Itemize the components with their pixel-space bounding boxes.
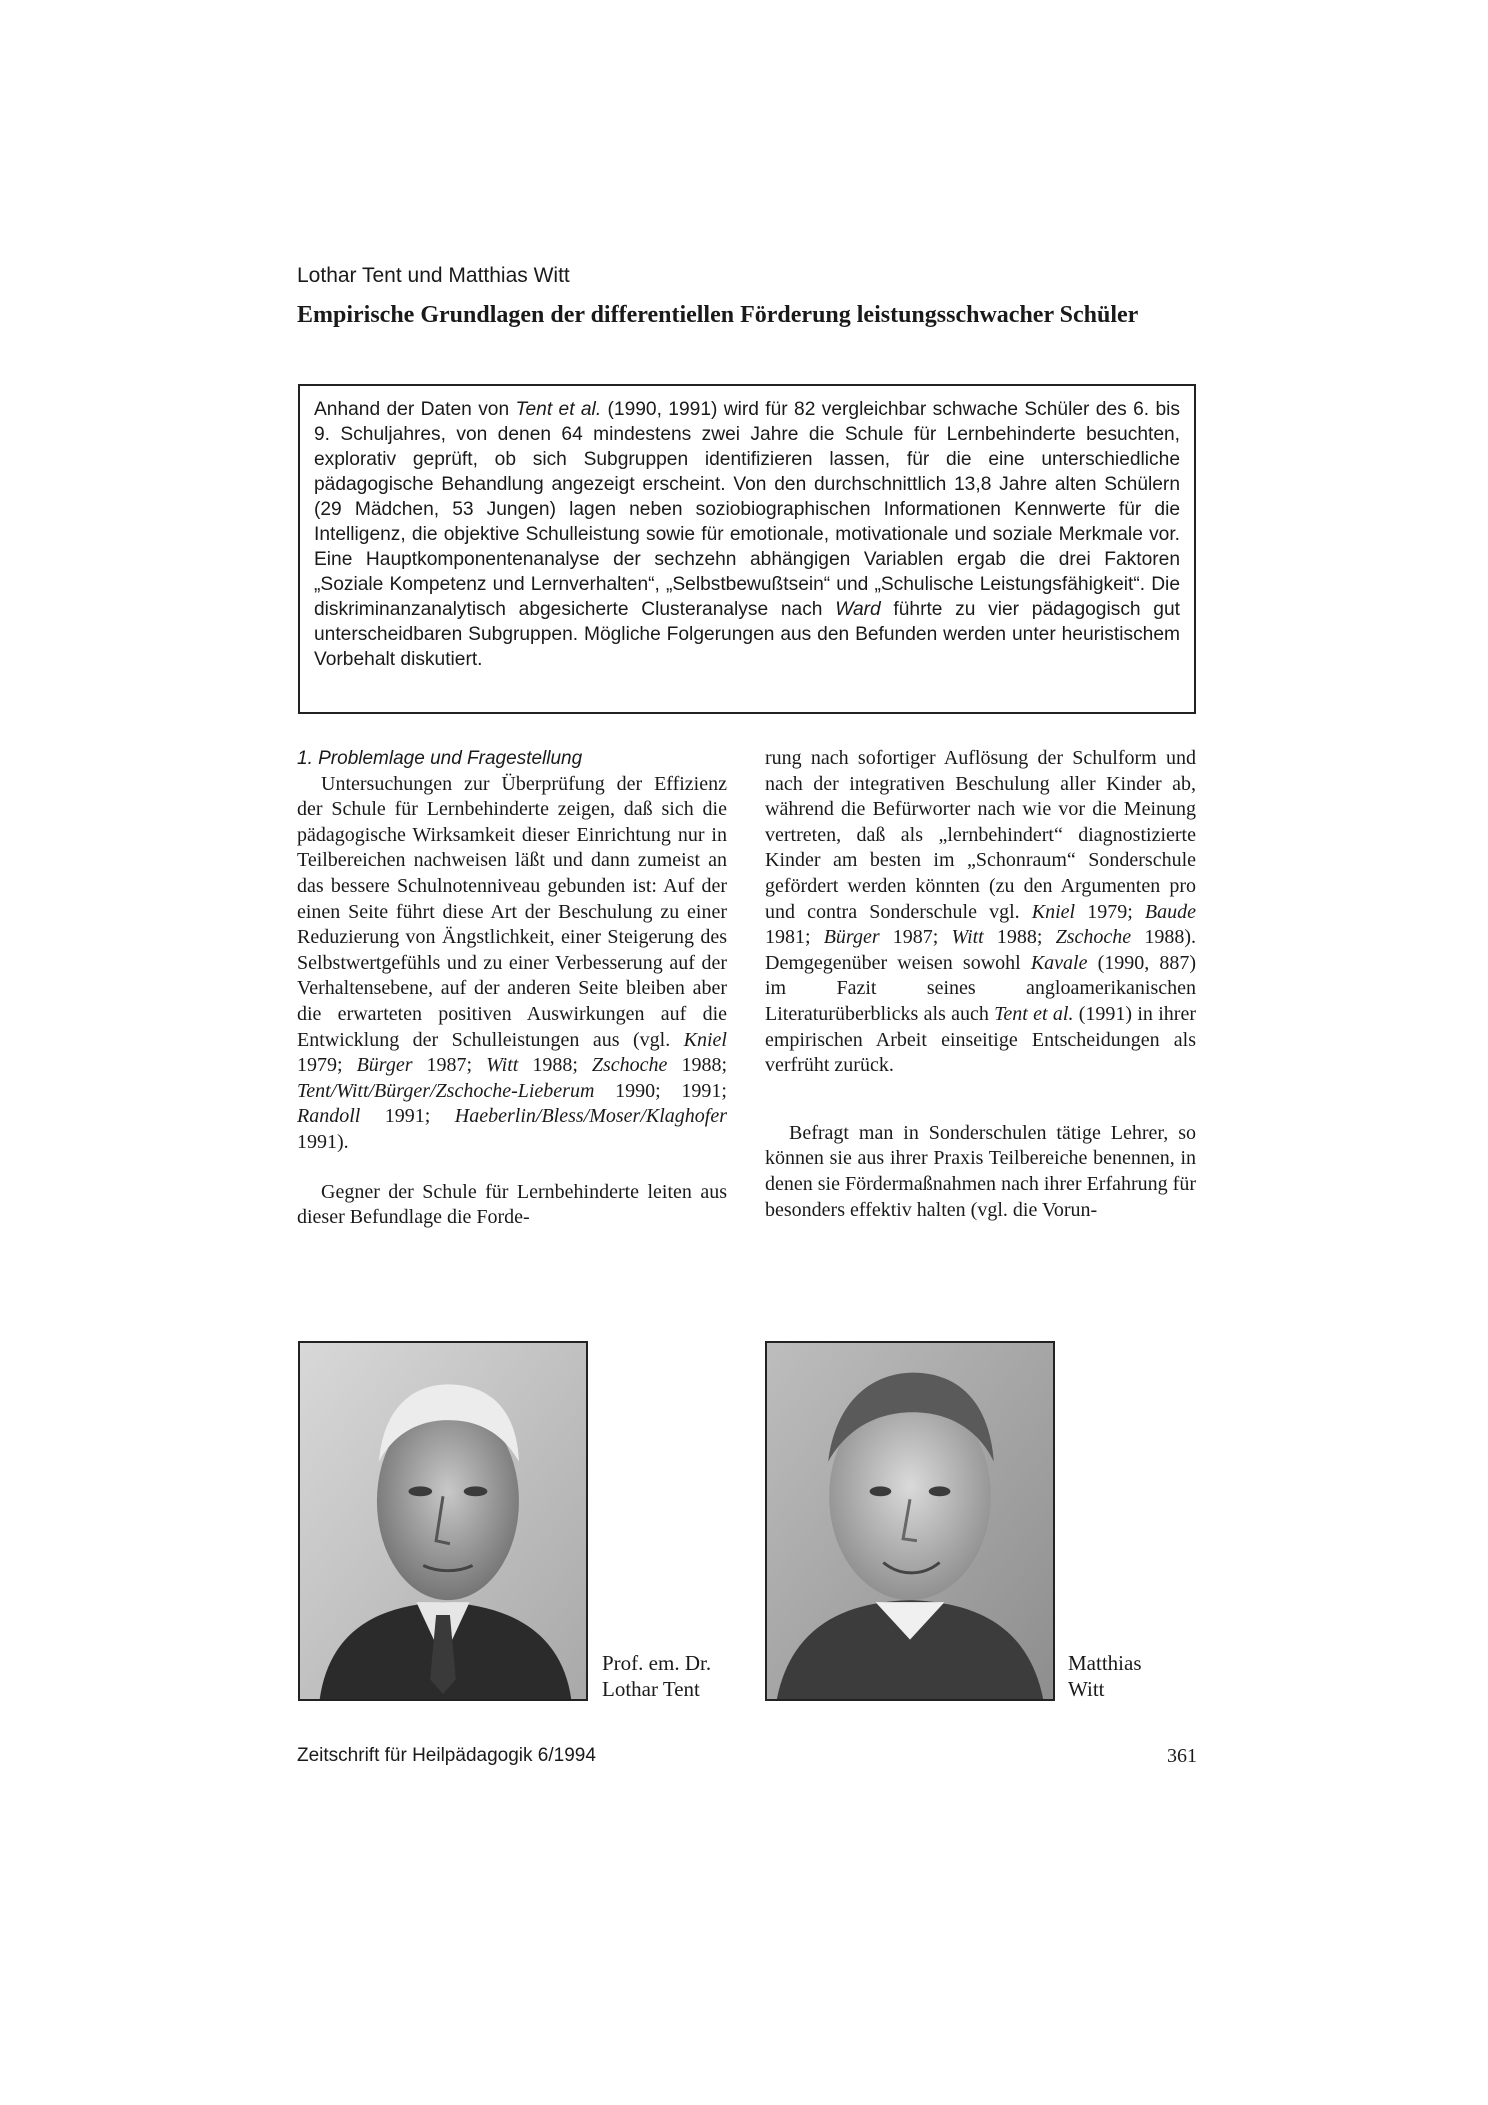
left-column (297, 746, 727, 1231)
abstract-text: Anhand der Daten von Tent et al. (1990, 1991) wird für 82 vergleichbar schwache Schüler des 6. bis 9. Schuljahres, von denen 64 mindestens zwei Jahre die Schule für Lernbehinderte besuchten, explorativ geprüft, ob sich Subgruppen identifizieren lassen, für die eine unterschiedliche pädagogische Behandlung angezeigt erscheint. Von den durchschnittlich 13,8 Jahre alten Schülern (29 Mädchen, 53 Jungen) lagen neben soziobiographischen Informationen Kennwerte für die Intelligenz, die objektive Schulleistung sowie für emotionale, motivationale und soziale Merkmale vor. Eine Hauptkomponentenanalyse der sechzehn abhängigen Variablen ergab die drei Faktoren „Soziale Kompetenz und Lernverhalten“, „Selbstbewußtsein“ und „Schulische Leistungsfähigkeit“. Die diskriminanzanalytisch abgesicherte Clusteranalyse nach Ward führte zu vier pädagogisch gut unterscheidbaren Subgruppen. Mögliche Folgerungen aus den Befunden werden unter heuristischem Vorbehalt diskutiert. (314, 399, 1180, 670)
caption-line: Witt (1068, 1677, 1105, 1701)
author-photo-tent (298, 1341, 588, 1701)
article-title: Empirische Grundlagen der differentiellen Förderung leistungsschwacher Schüler (297, 302, 1139, 328)
right-column (765, 746, 1196, 1223)
section-heading: 1. Problemlage und Fragestellung (297, 748, 583, 769)
abstract-box (298, 384, 1196, 714)
caption-line: Lothar Tent (602, 1677, 700, 1701)
portrait-illustration-left (300, 1343, 586, 1699)
right-paragraph-2: Befragt man in Sonderschulen tätige Lehrer, so können sie aus ihrer Praxis Teilbereiche benennen, in denen sie Fördermaßnahmen nach ihrer Erfahrung für besonders effektiv halten (vgl. die Vorun- (765, 1121, 1196, 1221)
caption-line: Matthias (1068, 1651, 1142, 1675)
photo-caption-witt (1068, 1650, 1142, 1702)
page-footer (297, 1745, 1197, 1767)
portrait-illustration-right (767, 1343, 1053, 1699)
journal-citation: Zeitschrift für Heilpädagogik 6/1994 (297, 1745, 596, 1766)
page-number: 361 (1167, 1745, 1197, 1767)
right-paragraph-1: rung nach sofortiger Auflösung der Schulform und nach der integrativen Beschulung aller Kinder ab, während die Befürworter nach wie vor die Meinung vertreten, daß als „lernbehindert“ diagnostizierte Kinder am besten im „Schonraum“ Sonderschule gefördert werden könnten (zu den Argumenten pro und contra Sonderschule vgl. Kniel 1979; Baude 1981; Bürger 1987; Witt 1988; Zschoche 1988). Demgegenüber weisen sowohl Kavale (1990, 887) im Fazit seines angloamerikanischen Literaturüberblicks als auch Tent et al. (1991) in ihrer empirischen Arbeit einseitige Entscheidungen als verfrüht zurück. (765, 747, 1196, 1077)
left-paragraph-2: Gegner der Schule für Lernbehinderte leiten aus dieser Befundlage die Forde- (297, 1180, 727, 1229)
left-paragraph-1: Untersuchungen zur Überprüfung der Effizienz der Schule für Lernbehinderte zeigen, daß sich die pädagogische Wirksamkeit dieser Einrichtung nur in Teilbereichen nachweisen läßt und dann zumeist an das bessere Schulnotenniveau gebunden ist: Auf der einen Seite führt diese Art der Beschulung zu einer Reduzierung von Ängstlichkeit, einer Steigerung des Selbstwertgefühls und zu einer Verbesserung auf der Verhaltensebene, auf der anderen Seite bleiben aber die erwarteten positiven Auswirkungen auf die Entwicklung der Schulleistungen aus (vgl. Kniel 1979; Bürger 1987; Witt 1988; Zschoche 1988; Tent/Witt/Bürger/Zschoche-Lieberum 1990; 1991; Randoll 1991; Haeberlin/Bless/Moser/Klaghofer 1991). (297, 772, 728, 1153)
photo-caption-tent (602, 1650, 711, 1702)
authors: Lothar Tent und Matthias Witt (297, 264, 570, 287)
caption-line: Prof. em. Dr. (602, 1651, 712, 1675)
author-photo-witt (765, 1341, 1055, 1701)
